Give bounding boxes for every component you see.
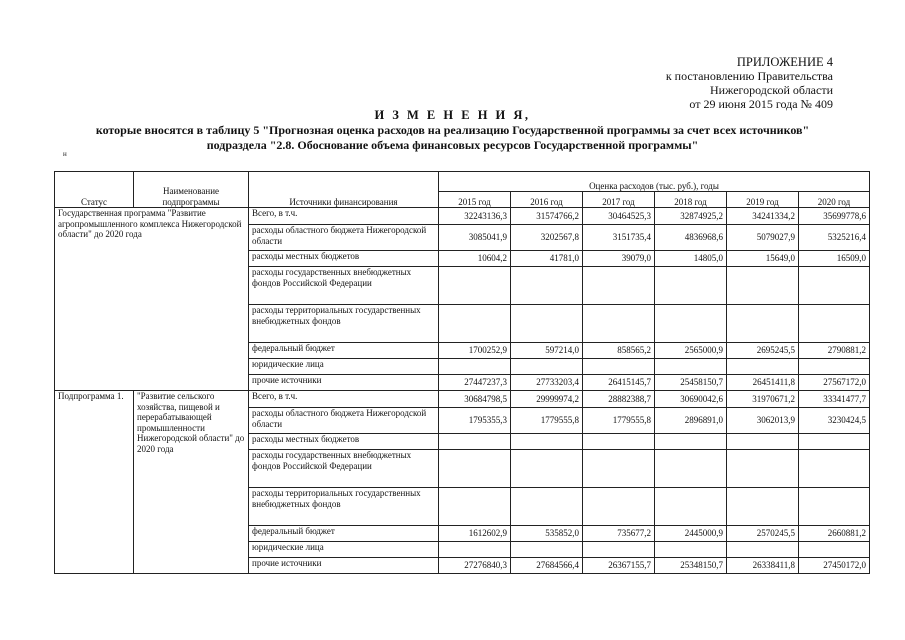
value-cell: [439, 359, 511, 375]
value-cell: [583, 450, 655, 488]
value-cell: 30690042,6: [655, 391, 727, 408]
appendix-header: [666, 55, 833, 111]
value-cell: 535852,0: [511, 526, 583, 542]
appendix-number: ПРИЛОЖЕНИЕ 4: [736, 55, 833, 69]
value-cell: [655, 450, 727, 488]
value-cell: [799, 305, 870, 343]
value-cell: 2570245,5: [727, 526, 799, 542]
value-cell: 597214,0: [511, 343, 583, 359]
value-cell: [583, 359, 655, 375]
status-cell: Государственная программа "Развитие агропромышленного комплекса Нижегородской области" до 2020 года: [55, 208, 249, 391]
table-row: [55, 208, 870, 225]
header-estimate: Оценка расходов (тыс. руб.), годы: [439, 172, 870, 192]
value-cell: 14805,0: [655, 251, 727, 267]
value-cell: 1612602,9: [439, 526, 511, 542]
appendix-line: Нижегородской области: [709, 83, 833, 97]
header-year: 2015 год: [439, 192, 511, 208]
value-cell: 2896891,0: [655, 408, 727, 434]
value-cell: 32243136,3: [439, 208, 511, 225]
value-cell: 4836968,6: [655, 225, 727, 251]
value-cell: [655, 542, 727, 558]
value-cell: [655, 267, 727, 305]
value-cell: [727, 450, 799, 488]
document-title: [0, 108, 905, 153]
header-year: 2018 год: [655, 192, 727, 208]
value-cell: [439, 267, 511, 305]
value-cell: 2790881,2: [799, 343, 870, 359]
subprogram-name-cell: "Развитие сельского хозяйства, пищевой и перерабатывающей промышленности Нижегородской области" до 2020 года: [134, 391, 249, 574]
title-line: подраздела "2.8. Обоснование объема финансовых ресурсов Государственной программы": [206, 138, 699, 152]
source-cell: расходы местных бюджетов: [249, 434, 439, 450]
header-year: 2019 год: [727, 192, 799, 208]
value-cell: 3202567,8: [511, 225, 583, 251]
value-cell: [511, 267, 583, 305]
value-cell: [799, 542, 870, 558]
value-cell: 3085041,9: [439, 225, 511, 251]
value-cell: 5079027,9: [727, 225, 799, 251]
header-source: Источники финансирования: [249, 172, 439, 208]
status-cell: Подпрограмма 1.: [55, 391, 134, 574]
value-cell: [583, 267, 655, 305]
source-cell: расходы территориальных государственных внебюджетных фондов: [249, 488, 439, 526]
value-cell: [511, 359, 583, 375]
value-cell: 26415145,7: [583, 375, 655, 391]
value-cell: [655, 305, 727, 343]
value-cell: [727, 542, 799, 558]
source-cell: юридические лица: [249, 542, 439, 558]
value-cell: 26451411,8: [727, 375, 799, 391]
value-cell: 31970671,2: [727, 391, 799, 408]
value-cell: [799, 434, 870, 450]
value-cell: 25458150,7: [655, 375, 727, 391]
value-cell: [439, 434, 511, 450]
value-cell: 2695245,5: [727, 343, 799, 359]
value-cell: 34241334,2: [727, 208, 799, 225]
value-cell: 41781,0: [511, 251, 583, 267]
value-cell: [583, 488, 655, 526]
value-cell: [799, 450, 870, 488]
header-status: Статус: [55, 172, 134, 208]
source-cell: расходы территориальных государственных внебюджетных фондов: [249, 305, 439, 343]
header-year: 2017 год: [583, 192, 655, 208]
source-cell: юридические лица: [249, 359, 439, 375]
source-cell: расходы областного бюджета Нижегородской области: [249, 408, 439, 434]
value-cell: [799, 488, 870, 526]
value-cell: [583, 542, 655, 558]
value-cell: 5325216,4: [799, 225, 870, 251]
value-cell: [439, 450, 511, 488]
value-cell: 1779555,8: [511, 408, 583, 434]
source-cell: федеральный бюджет: [249, 343, 439, 359]
value-cell: [727, 359, 799, 375]
source-cell: расходы областного бюджета Нижегородской области: [249, 225, 439, 251]
value-cell: 27450172,0: [799, 558, 870, 574]
header-name: Наименование подпрограммы: [134, 172, 249, 208]
value-cell: [583, 305, 655, 343]
value-cell: [511, 450, 583, 488]
value-cell: 1795355,3: [439, 408, 511, 434]
value-cell: [799, 267, 870, 305]
value-cell: [727, 488, 799, 526]
value-cell: 31574766,2: [511, 208, 583, 225]
value-cell: [511, 434, 583, 450]
appendix-date: от 29 июня 2015 года № 409: [689, 97, 833, 111]
value-cell: 27447237,3: [439, 375, 511, 391]
table-row: [55, 391, 870, 408]
value-cell: 29999974,2: [511, 391, 583, 408]
value-cell: 1700252,9: [439, 343, 511, 359]
title-line: которые вносятся в таблицу 5 "Прогнозная оценка расходов на реализацию Государственной программы за счет всех источников": [95, 123, 810, 137]
value-cell: 3062013,9: [727, 408, 799, 434]
value-cell: 27567172,0: [799, 375, 870, 391]
value-cell: 858565,2: [583, 343, 655, 359]
value-cell: [439, 542, 511, 558]
value-cell: 3230424,5: [799, 408, 870, 434]
value-cell: 32874925,2: [655, 208, 727, 225]
source-cell: расходы местных бюджетов: [249, 251, 439, 267]
source-cell: расходы государственных внебюджетных фондов Российской Федерации: [249, 267, 439, 305]
value-cell: 27276840,3: [439, 558, 511, 574]
value-cell: 27684566,4: [511, 558, 583, 574]
source-cell: прочие источники: [249, 375, 439, 391]
value-cell: 3151735,4: [583, 225, 655, 251]
value-cell: [439, 305, 511, 343]
source-cell: федеральный бюджет: [249, 526, 439, 542]
value-cell: [655, 488, 727, 526]
scan-mark: н: [63, 150, 67, 158]
value-cell: 2660881,2: [799, 526, 870, 542]
expense-table: [54, 171, 870, 574]
source-cell: расходы государственных внебюджетных фондов Российской Федерации: [249, 450, 439, 488]
value-cell: [439, 488, 511, 526]
value-cell: 16509,0: [799, 251, 870, 267]
value-cell: 2565000,9: [655, 343, 727, 359]
value-cell: 25348150,7: [655, 558, 727, 574]
value-cell: 2445000,9: [655, 526, 727, 542]
value-cell: [655, 359, 727, 375]
value-cell: 28882388,7: [583, 391, 655, 408]
value-cell: 30464525,3: [583, 208, 655, 225]
value-cell: 26367155,7: [583, 558, 655, 574]
value-cell: [727, 267, 799, 305]
value-cell: 39079,0: [583, 251, 655, 267]
value-cell: 27733203,4: [511, 375, 583, 391]
value-cell: 10604,2: [439, 251, 511, 267]
value-cell: 15649,0: [727, 251, 799, 267]
value-cell: [727, 305, 799, 343]
value-cell: [511, 305, 583, 343]
value-cell: 30684798,5: [439, 391, 511, 408]
source-cell: Всего, в т.ч.: [249, 391, 439, 408]
value-cell: [799, 359, 870, 375]
value-cell: 735677,2: [583, 526, 655, 542]
header-year: 2020 год: [799, 192, 870, 208]
source-cell: прочие источники: [249, 558, 439, 574]
value-cell: 33341477,7: [799, 391, 870, 408]
value-cell: [583, 434, 655, 450]
value-cell: [511, 542, 583, 558]
value-cell: [655, 434, 727, 450]
value-cell: [727, 434, 799, 450]
source-cell: Всего, в т.ч.: [249, 208, 439, 225]
header-year: 2016 год: [511, 192, 583, 208]
value-cell: [511, 488, 583, 526]
title-heading: И З М Е Н Е Н И Я,: [374, 108, 531, 122]
value-cell: 35699778,6: [799, 208, 870, 225]
appendix-line: к постановлению Правительства: [665, 69, 833, 83]
value-cell: 26338411,8: [727, 558, 799, 574]
value-cell: 1779555,8: [583, 408, 655, 434]
